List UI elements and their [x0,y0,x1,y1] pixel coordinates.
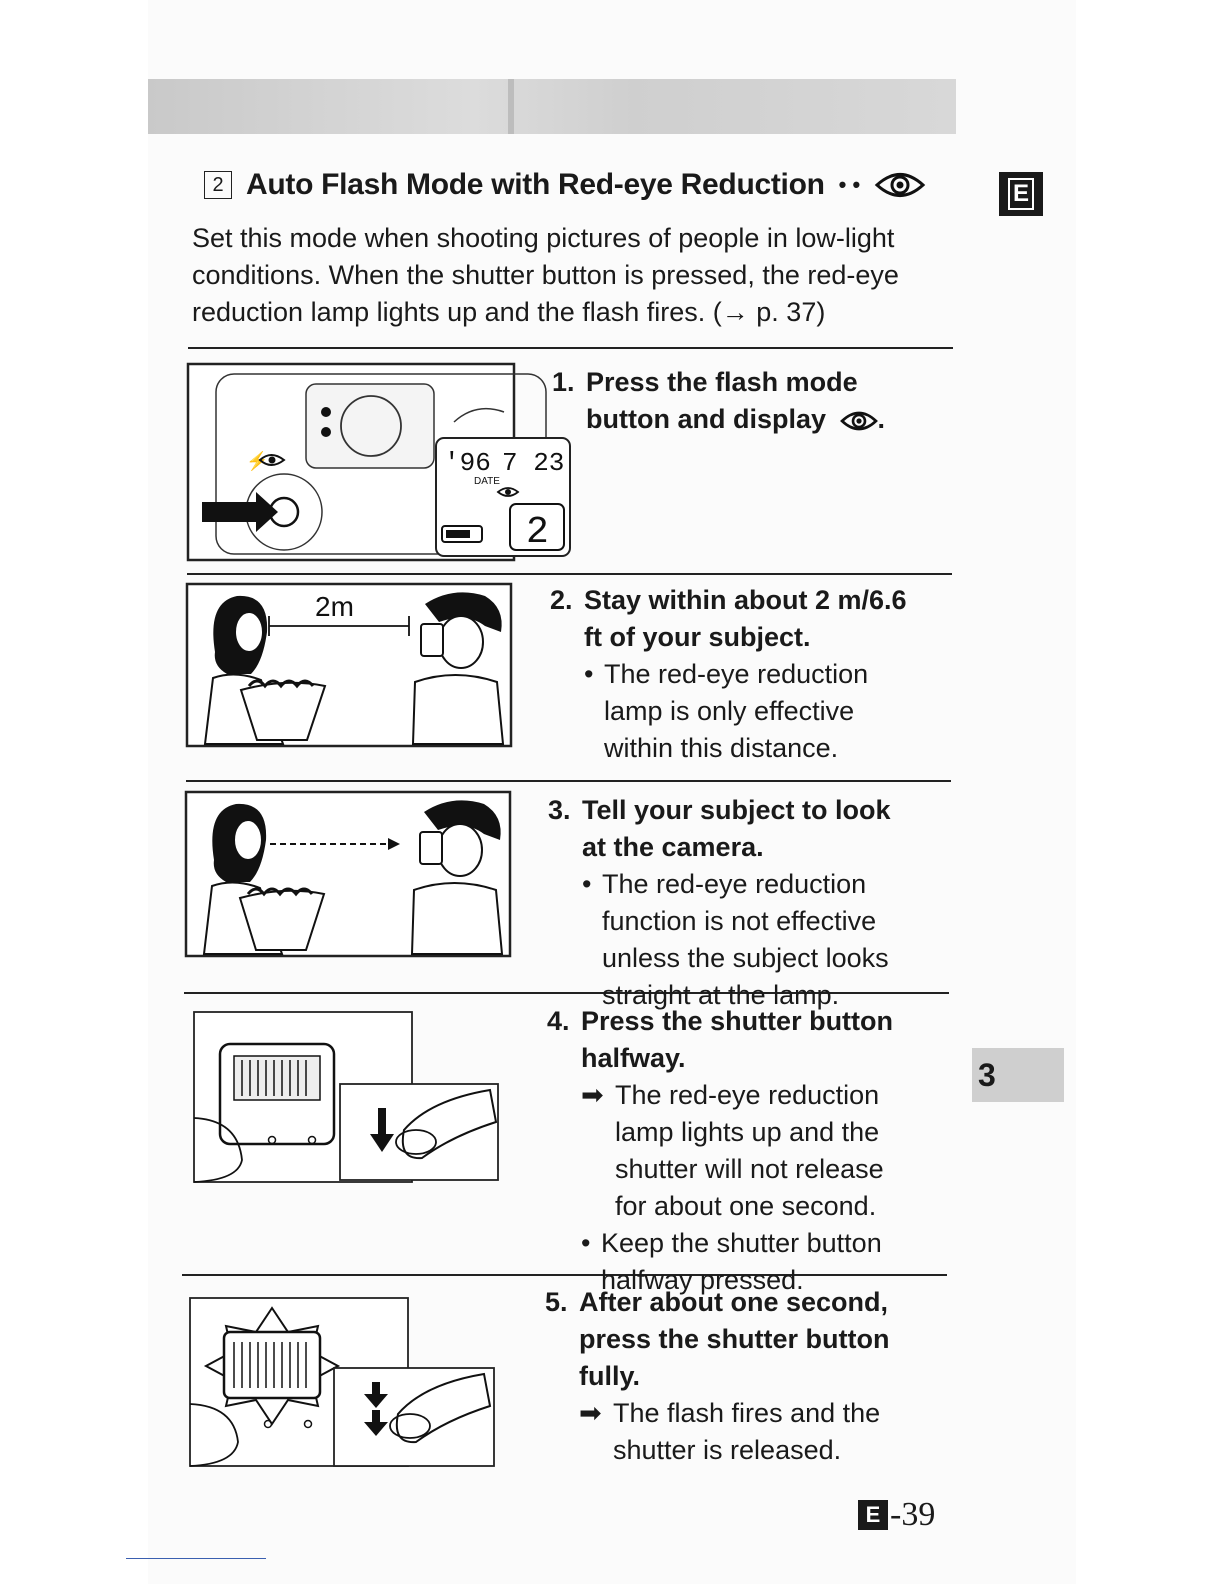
divider [187,573,952,575]
step-text: After about one second, press the shutter button fully. [579,1287,890,1391]
step-number: 1. [552,367,575,397]
step-number: 3. [548,795,571,825]
distance-illustration [185,582,515,750]
half-press-illustration [190,1010,502,1186]
lcd-time: 7 23 [502,448,565,478]
step-number: 2. [550,585,573,615]
footer-page: -39 [890,1496,936,1533]
section-intro: Set this mode when shooting pictures of people in low-light conditions. When the shutter button is pressed, the red-eye reduction lamp lights up and the flash fires. (→ p. 37) [192,223,899,327]
section-heading [204,168,926,202]
chapter-tab: 3 [972,1048,1064,1102]
footer-language-badge: E [858,1500,888,1530]
svg-text:⚡: ⚡ [246,451,269,471]
step-note: ➡ The flash fires and the shutter is released. [579,1398,881,1465]
red-eye-icon [874,168,926,202]
lcd-date: '96 [444,448,491,478]
page-number [858,1496,935,1534]
lcd-date-label: DATE [474,476,500,487]
heading-dots: • • [838,172,861,197]
scan-edge-line [126,1558,266,1559]
step-text: Stay within about 2 m/6.6 ft of your subject. [584,585,907,652]
distance-label: 2m [315,591,354,622]
header-band [148,79,956,134]
section-title: Auto Flash Mode with Red-eye Reduction [246,168,825,201]
full-press-illustration [188,1296,498,1470]
step-2 [550,582,922,767]
language-tab: E [999,172,1043,216]
camera-lcd-illustration [186,362,576,562]
step-4 [547,1003,919,1299]
step-1 [552,364,924,438]
step-note: ➡ The red-eye reduction lamp lights up and the shutter will not release for about one second. [581,1080,884,1221]
step-3 [548,792,920,1014]
step-note: • The red-eye reduction lamp is only effective within this distance. [584,659,869,763]
lcd-count: 2 [526,511,549,554]
step-note: • The red-eye reduction function is not effective unless the subject looks straight at the lamp. [582,869,889,1010]
step-text: Press the flash mode button and display . [586,367,886,434]
look-at-camera-illustration [184,790,514,958]
step-text: Press the shutter button halfway. [581,1006,894,1073]
step-text: Tell your subject to look at the camera. [582,795,891,862]
step-5 [545,1284,917,1469]
step-note: • Keep the shutter button halfway pressed. [581,1228,882,1295]
divider [186,780,951,782]
red-eye-icon [840,408,878,434]
section-number: 2 [204,171,232,199]
divider [188,347,953,349]
step-number: 5. [545,1287,568,1317]
step-number: 4. [547,1006,570,1036]
